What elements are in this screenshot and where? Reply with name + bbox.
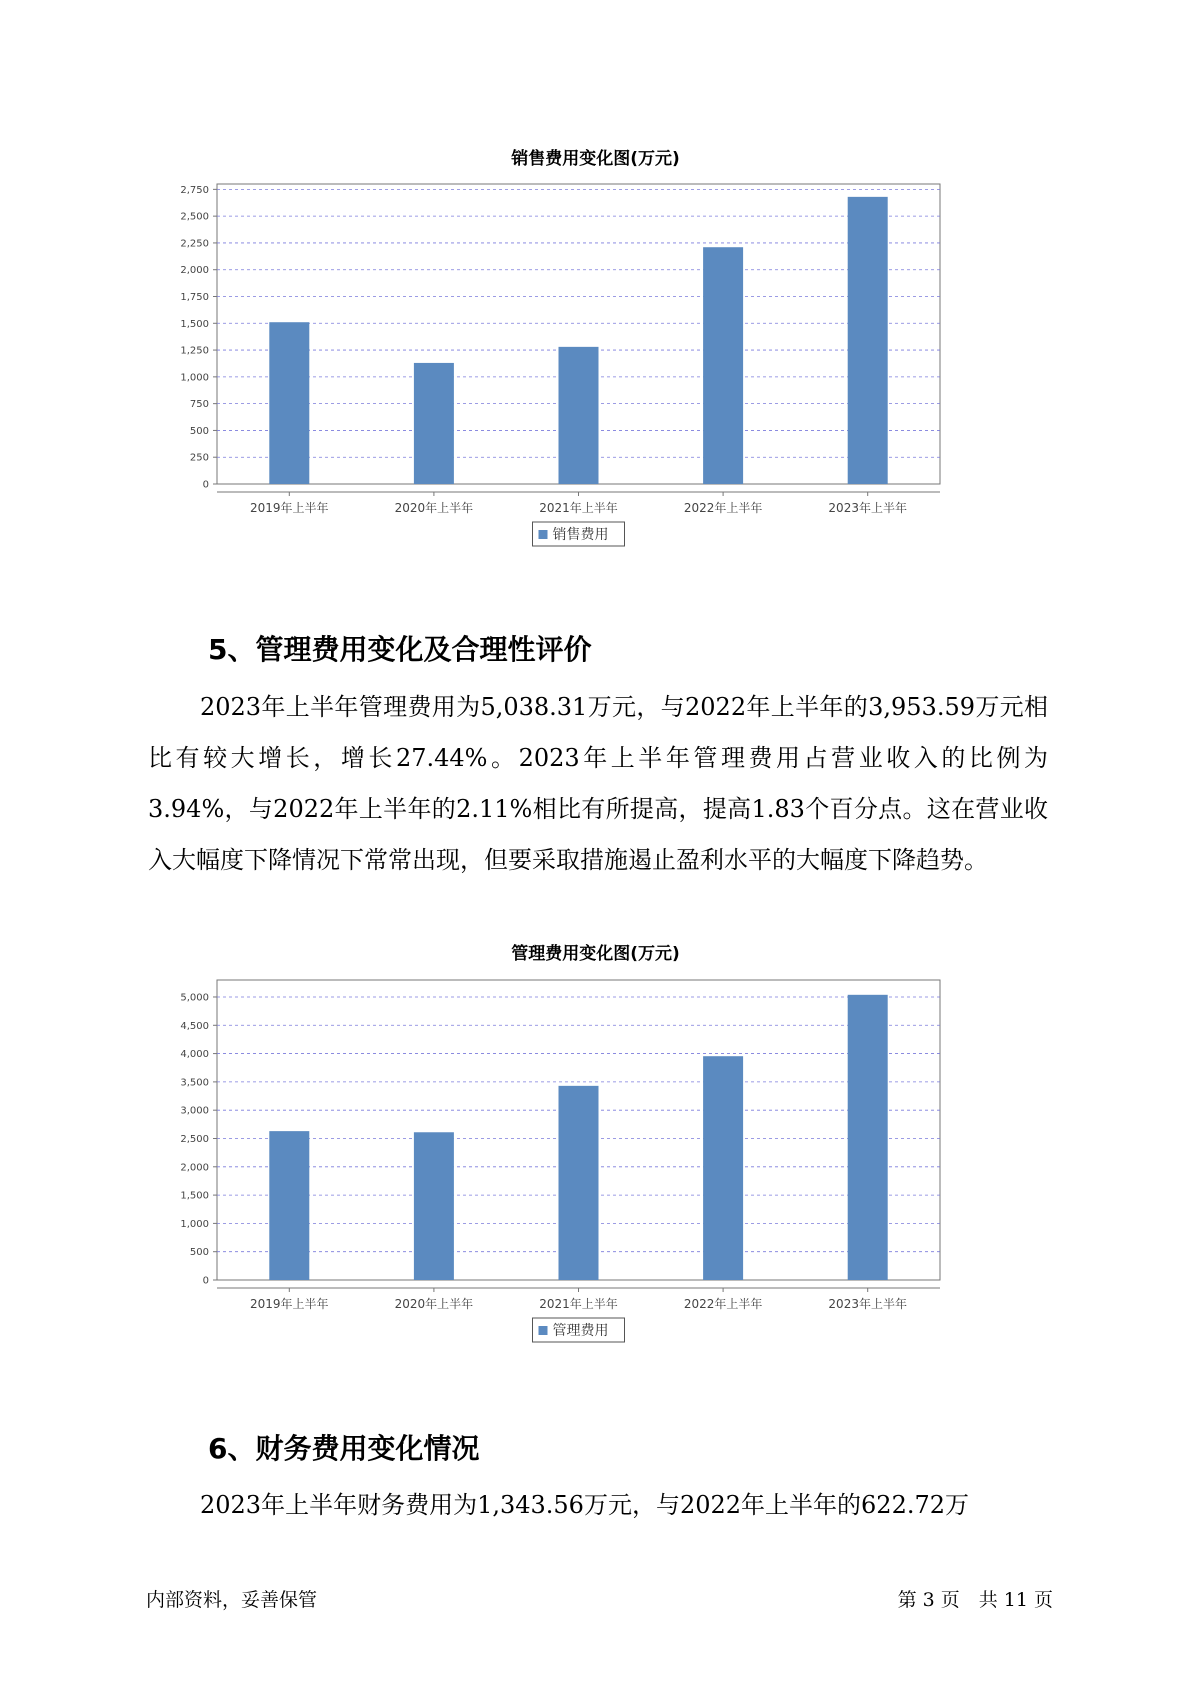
x-tick-label: 2023年上半年	[828, 501, 907, 515]
y-tick-label: 1,750	[180, 292, 209, 303]
y-tick-label: 0	[202, 1275, 209, 1287]
y-tick-label: 3,500	[180, 1077, 209, 1089]
section5-paragraph: 2023年上半年管理费用为5,038.31万元，与2022年上半年的3,953.59万元相比有较大增长，增长27.44%。2023年上半年管理费用占营业收入的比例为3.94%，与2022年上半年的2.11%相比有所提高，提高1.83个百分点。这在营业收入大幅度下降情况下常常出现，但要采取措施遏止盈利水平的大幅度下降趋势。	[148, 693, 1048, 874]
x-tick-label: 2022年上半年	[683, 501, 763, 515]
bar	[559, 347, 599, 484]
legend-swatch	[539, 1326, 548, 1335]
admin-expense-chart	[150, 976, 1020, 1396]
y-tick-label: 0	[202, 479, 209, 491]
bar	[269, 1131, 309, 1280]
x-tick-label: 2022年上半年	[683, 1297, 763, 1311]
bar	[559, 1086, 599, 1280]
y-tick-label: 1,250	[180, 345, 209, 357]
y-tick-label: 2,000	[180, 265, 209, 277]
bar	[703, 1056, 743, 1280]
footer-page-number: 第 3 页 共 11 页	[897, 1589, 1053, 1611]
chart1-title: 销售费用变化图(万元)	[511, 149, 680, 169]
y-tick-label: 2,250	[180, 238, 209, 250]
y-tick-label: 3,000	[180, 1105, 209, 1117]
bar	[703, 247, 743, 484]
y-tick-label: 1,000	[180, 372, 209, 384]
section5-heading: 5、管理费用变化及合理性评价	[208, 633, 592, 666]
y-tick-label: 2,750	[180, 184, 209, 196]
y-tick-label: 1,500	[180, 1190, 209, 1202]
legend-swatch	[539, 530, 548, 539]
x-tick-label: 2019年上半年	[250, 1297, 329, 1311]
bar	[848, 197, 888, 484]
x-tick-label: 2020年上半年	[394, 1297, 474, 1311]
x-tick-label: 2021年上半年	[539, 501, 618, 515]
y-tick-label: 5,000	[180, 992, 209, 1004]
chart2-title: 管理费用变化图(万元)	[511, 944, 680, 964]
bar	[848, 995, 888, 1280]
y-tick-label: 500	[189, 1247, 209, 1259]
y-tick-label: 2,500	[180, 211, 209, 223]
legend-label: 管理费用	[552, 1323, 609, 1339]
y-tick-label: 2,000	[180, 1162, 209, 1174]
footer-left: 内部资料，妥善保管	[146, 1589, 318, 1611]
bar	[414, 1132, 454, 1280]
y-tick-label: 250	[189, 452, 209, 464]
y-tick-label: 2,500	[180, 1133, 209, 1145]
y-tick-label: 750	[189, 399, 209, 411]
section6-paragraph: 2023年上半年财务费用为1,343.56万元，与2022年上半年的622.72万	[200, 1491, 970, 1519]
legend-label: 销售费用	[552, 527, 609, 543]
bar	[269, 322, 309, 484]
x-tick-label: 2021年上半年	[539, 1297, 618, 1311]
y-tick-label: 500	[189, 425, 209, 437]
y-tick-label: 4,000	[180, 1049, 209, 1061]
x-tick-label: 2023年上半年	[828, 1297, 907, 1311]
bar	[414, 363, 454, 484]
sales-expense-chart	[150, 180, 1020, 600]
x-tick-label: 2019年上半年	[250, 501, 329, 515]
x-tick-label: 2020年上半年	[394, 501, 474, 515]
y-tick-label: 1,000	[180, 1218, 209, 1230]
section6-heading: 6、财务费用变化情况	[208, 1432, 480, 1465]
y-tick-label: 4,500	[180, 1020, 209, 1032]
y-tick-label: 1,500	[180, 318, 209, 330]
